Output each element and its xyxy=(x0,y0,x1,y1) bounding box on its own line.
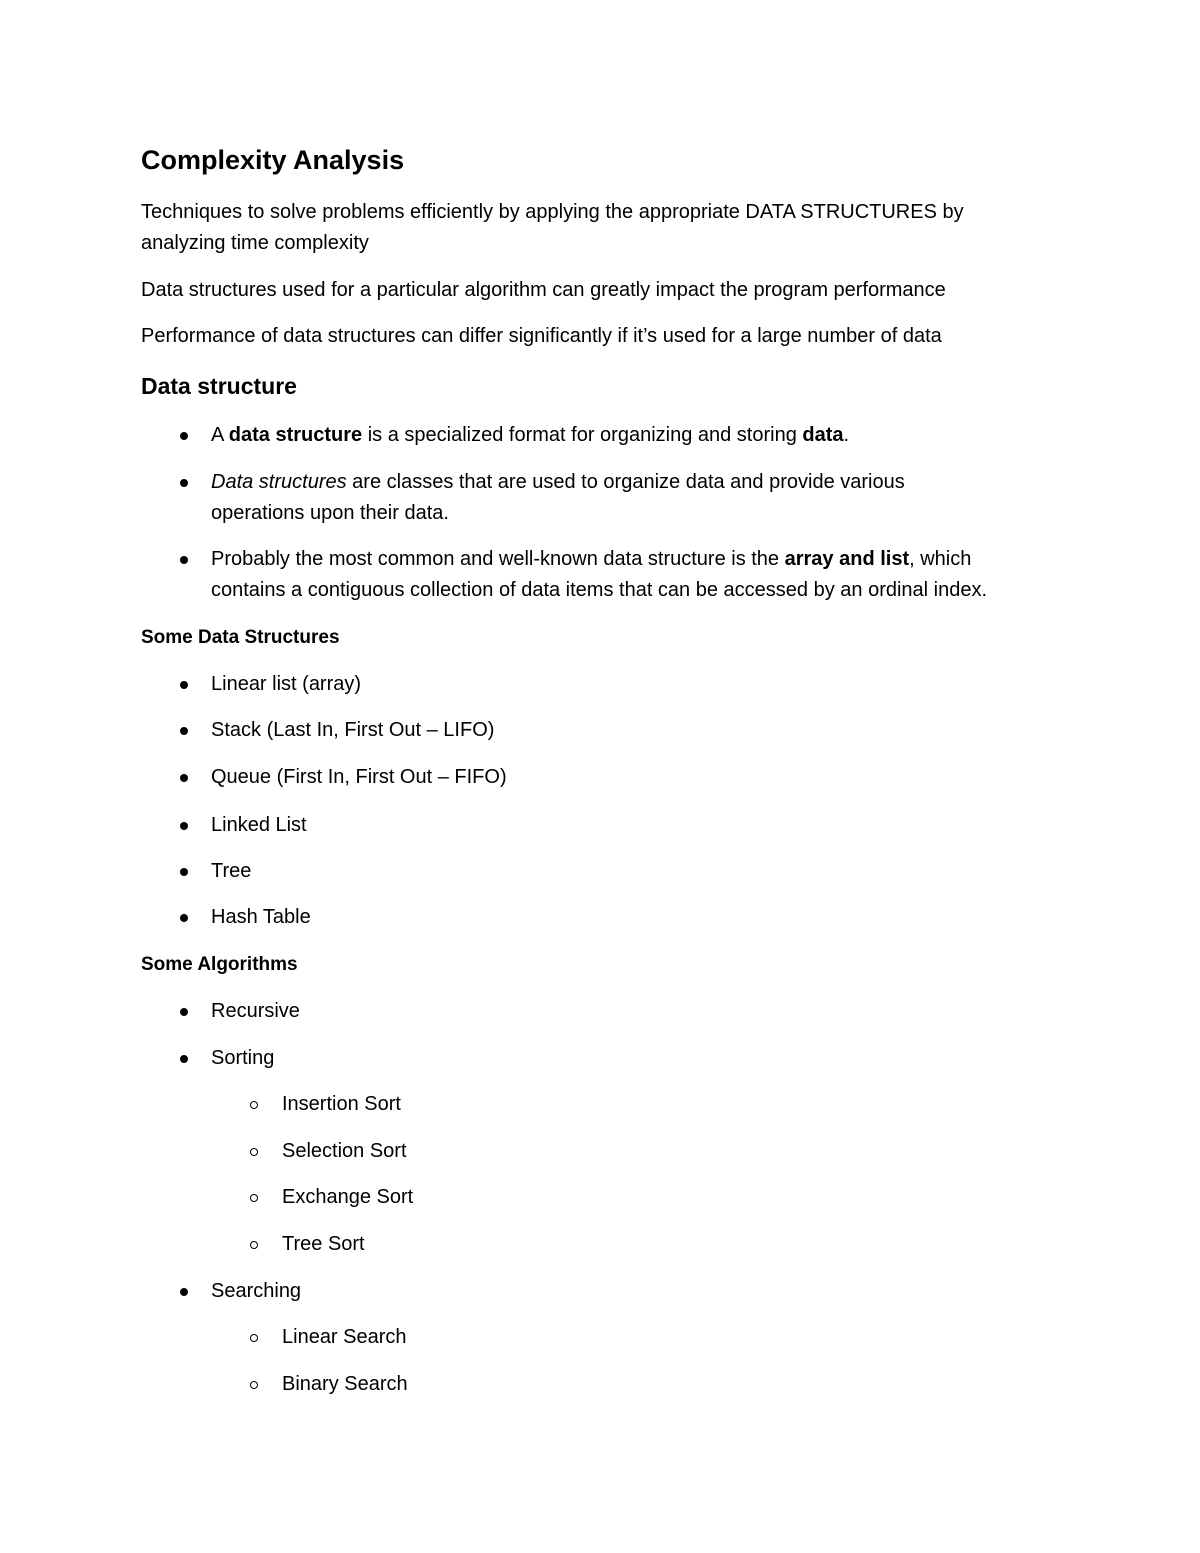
sub-list-item-text: Binary Search xyxy=(282,1373,408,1395)
intro-paragraph-1-line-2: analyzing time complexity xyxy=(141,232,369,254)
list-item-text: Linked List xyxy=(211,814,307,836)
section-heading-some-data-structures: Some Data Structures xyxy=(141,627,340,648)
list-item-text: Queue (First In, First Out – FIFO) xyxy=(211,766,507,788)
bullet-icon xyxy=(180,822,188,830)
bullet-text: A data structure is a specialized format for organizing and storing data. xyxy=(211,424,850,446)
bullet-icon xyxy=(180,681,188,689)
bullet-text-line-2: operations upon their data. xyxy=(211,502,449,524)
bullet-icon xyxy=(180,868,188,876)
sub-list-item-text: Insertion Sort xyxy=(282,1093,401,1115)
bullet-text-line-1: Probably the most common and well-known data structure is the array and list, which xyxy=(211,548,972,570)
intro-paragraph-2: Data structures used for a particular algorithm can greatly impact the program performance xyxy=(141,279,946,301)
bullet-icon xyxy=(180,774,188,782)
intro-paragraph-3: Performance of data structures can differ significantly if it’s used for a large number of data xyxy=(141,325,942,347)
sub-list-item-text: Selection Sort xyxy=(282,1140,407,1162)
bullet-icon xyxy=(180,1288,188,1296)
circle-bullet-icon xyxy=(250,1334,258,1342)
page-title: Complexity Analysis xyxy=(141,145,405,175)
intro-paragraph-1-line-1: Techniques to solve problems efficiently by applying the appropriate DATA STRUCTURES by xyxy=(141,201,964,223)
circle-bullet-icon xyxy=(250,1381,258,1389)
bullet-icon xyxy=(180,1008,188,1016)
bullet-icon xyxy=(180,1055,188,1063)
bullet-text-line-1: Data structures are classes that are used to organize data and provide various xyxy=(211,471,905,493)
list-item-text: Searching xyxy=(211,1280,302,1302)
list-item-text: Linear list (array) xyxy=(211,673,362,695)
list-item-text: Tree xyxy=(211,860,252,882)
bullet-icon xyxy=(180,432,188,440)
circle-bullet-icon xyxy=(250,1241,258,1249)
section-heading-some-algorithms: Some Algorithms xyxy=(141,954,298,975)
section-heading-data-structure: Data structure xyxy=(141,373,297,399)
bullet-icon xyxy=(180,727,188,735)
sub-list-item-text: Linear Search xyxy=(282,1326,407,1348)
list-item-text: Hash Table xyxy=(211,906,311,928)
list-item-text: Stack (Last In, First Out – LIFO) xyxy=(211,719,495,741)
bullet-icon xyxy=(180,479,188,487)
circle-bullet-icon xyxy=(250,1101,258,1109)
sub-list-item-text: Exchange Sort xyxy=(282,1186,414,1208)
bullet-text-line-2: contains a contiguous collection of data items that can be accessed by an ordinal index. xyxy=(211,579,988,601)
bullet-icon xyxy=(180,914,188,922)
bullet-icon xyxy=(180,556,188,564)
list-item-text: Sorting xyxy=(211,1047,275,1069)
list-item-text: Recursive xyxy=(211,1000,300,1022)
circle-bullet-icon xyxy=(250,1194,258,1202)
circle-bullet-icon xyxy=(250,1148,258,1156)
sub-list-item-text: Tree Sort xyxy=(282,1233,365,1255)
